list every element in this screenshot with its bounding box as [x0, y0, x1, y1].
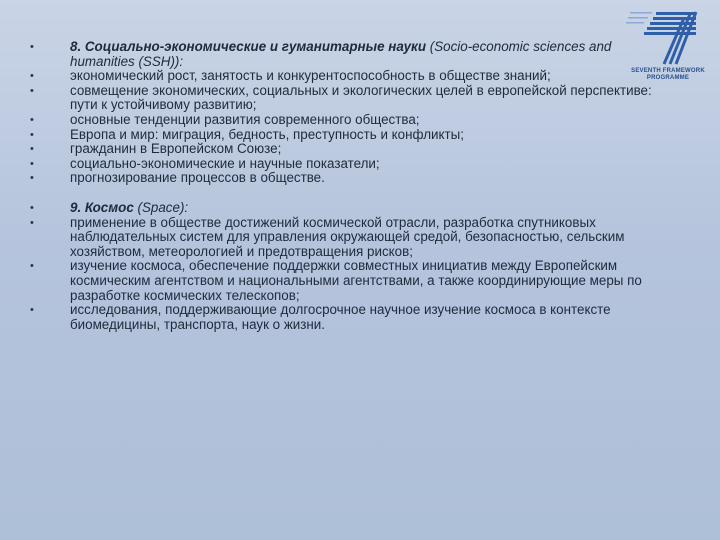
- heading-text: 9. Космос: [70, 199, 134, 215]
- slide-content: [30, 40, 670, 332]
- list-item: • прогнозирование процессов в обществе.: [30, 171, 670, 186]
- list-item: • совмещение экономических, социальных и экологических целей в европейской перспективе: пути к устойчивому развитию;: [30, 84, 670, 113]
- heading-english: (Socio-economic sciences and humanities (SSH)):: [70, 39, 612, 69]
- list-item: • Европа и мир: миграция, бедность, преступность и конфликты;: [30, 128, 670, 143]
- list-item: • изучение космоса, обеспечение поддержки совместных инициатив между Европейским космическим агентством и национальными агентствами, а также координирующие меры по разработке космических телескопов;: [30, 259, 670, 303]
- list-item: • исследования, поддерживающие долгосрочное научное изучение космоса в контексте биомедицины, транспорта, наук о жизни.: [30, 303, 670, 332]
- section-space-heading: [30, 201, 670, 216]
- heading-text: 8. Социально-экономические и гуманитарные науки: [70, 39, 427, 54]
- list-item: • гражданин в Европейском Союзе;: [30, 142, 670, 157]
- section-ssh: [30, 40, 670, 186]
- heading-english: (Space):: [137, 199, 189, 215]
- list-item: • социально-экономические и научные показатели;: [30, 157, 670, 172]
- list-item: • основные тенденции развития современного общества;: [30, 113, 670, 128]
- section-ssh-heading: [30, 40, 670, 69]
- list-item: • применение в обществе достижений космической отрасли, разработка спутниковых наблюдательных систем для управления окружающей средой, безопасностью, сельским хозяйством, метеорологией и предотвращения рисков;: [30, 216, 670, 260]
- list-item: • экономический рост, занятость и конкурентоспособность в обществе знаний;: [30, 69, 670, 84]
- section-space: [30, 201, 670, 332]
- logo-line-2: PROGRAMME: [646, 75, 690, 81]
- logo-line-1: SEVENTH FRAMEWORK: [631, 68, 705, 74]
